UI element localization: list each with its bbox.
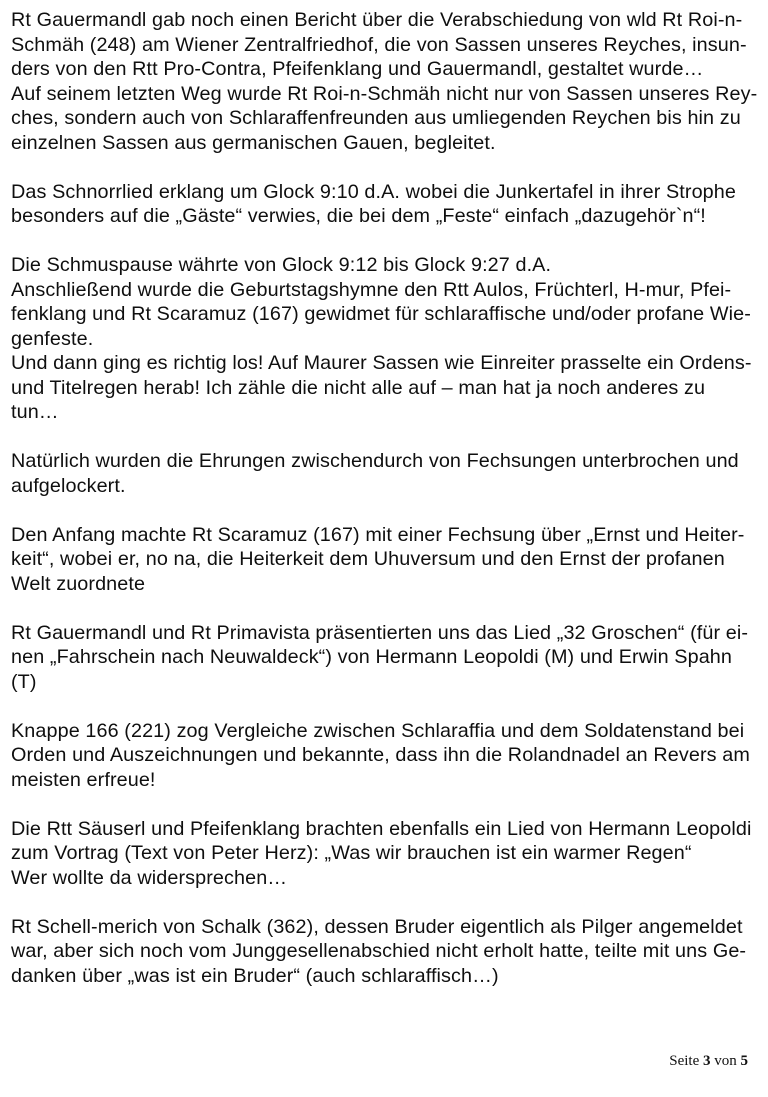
document-body [11, 8, 757, 988]
text-line: Rt Gauermandl gab noch einen Bericht über die Verabschiedung von wld Rt Roi-n- [11, 9, 743, 31]
paragraph-schell-merich [11, 915, 757, 989]
page-number-footer [669, 1052, 748, 1070]
text-line: Und dann ging es richtig los! Auf Maurer Sassen wie Einreiter prasselte ein Ordens- [11, 352, 752, 374]
text-line: fenklang und Rt Scaramuz (167) gewidmet für schlaraffische und/oder profane Wie- [11, 303, 751, 325]
text-line: Knappe 166 (221) zog Vergleiche zwischen Schlaraffia und dem Soldatenstand bei [11, 719, 745, 742]
text-line: besonders auf die „Gäste“ verwies, die bei dem „Feste“ einfach „dazugehör`n“! [11, 205, 706, 227]
footer-page-number: 3 [703, 1053, 711, 1069]
footer-label-page: Seite [669, 1053, 700, 1069]
text-line: Rt Schell-merich von Schalk (362), dessen Bruder eigentlich als Pilger angemeldet [11, 915, 743, 938]
text-line: Wer wollte da widersprechen… [11, 866, 288, 889]
text-line: war, aber sich noch vom Junggesellenabschied nicht erholt hatte, teilte mit uns Ge- [11, 940, 747, 962]
text-line: genfeste. [11, 327, 94, 350]
text-line: Schmäh (248) am Wiener Zentralfriedhof, die von Sassen unseres Reyches, insun- [11, 33, 747, 56]
text-line: Die Schmuspause währte von Glock 9:12 bis Glock 9:27 d.A. [11, 254, 552, 276]
text-line: Orden und Auszeichnungen und bekannte, dass ihn die Rolandnadel an Revers am [11, 744, 750, 766]
text-line: und Titelregen herab! Ich zähle die nicht alle auf – man hat ja noch anderes zu [11, 376, 706, 399]
paragraph-ehrungen [11, 449, 757, 498]
text-line: aufgelockert. [11, 474, 126, 497]
text-line: nen „Fahrschein nach Neuwaldeck“) von Hermann Leopoldi (M) und Erwin Spahn [11, 646, 732, 668]
text-line: Auf seinem letzten Weg wurde Rt Roi-n-Schmäh nicht nur von Sassen unseres Rey- [11, 82, 758, 105]
paragraph-fechsung-scaramuz [11, 523, 757, 597]
paragraph-lied-warmer-regen [11, 817, 757, 891]
paragraph-funeral-report [11, 8, 757, 155]
text-line: ders von den Rtt Pro-Contra, Pfeifenklang und Gauermandl, gestaltet wurde… [11, 58, 704, 80]
text-line: danken über „was ist ein Bruder“ (auch schlaraffisch…) [11, 964, 499, 987]
paragraph-schnorrlied [11, 180, 757, 229]
text-line: einzelnen Sassen aus germanischen Gauen, begleitet. [11, 131, 496, 154]
text-line: Welt zuordnete [11, 572, 146, 595]
text-line: keit“, wobei er, no na, die Heiterkeit dem Uhuversum und den Ernst der profanen [11, 548, 725, 570]
text-line: Anschließend wurde die Geburtstagshymne den Rtt Aulos, Früchterl, H-mur, Pfei- [11, 278, 732, 301]
text-line: Die Rtt Säuserl und Pfeifenklang brachten ebenfalls ein Lied von Hermann Leopoldi [11, 817, 752, 840]
text-line: zum Vortrag (Text von Peter Herz): „Was wir brauchen ist ein warmer Regen“ [11, 842, 692, 864]
text-line: Natürlich wurden die Ehrungen zwischendurch von Fechsungen unterbrochen und [11, 450, 739, 472]
text-line: Den Anfang machte Rt Scaramuz (167) mit einer Fechsung über „Ernst und Heiter- [11, 523, 745, 546]
paragraph-knappe-166 [11, 719, 757, 793]
text-line: meisten erfreue! [11, 768, 156, 791]
footer-total-pages: 5 [740, 1053, 748, 1069]
text-line: tun… [11, 401, 59, 423]
text-line: Das Schnorrlied erklang um Glock 9:10 d.A. wobei die Junkertafel in ihrer Strophe [11, 180, 736, 203]
paragraph-schmuspause [11, 253, 757, 425]
text-line: Rt Gauermandl und Rt Primavista präsentierten uns das Lied „32 Groschen“ (für ei- [11, 621, 749, 644]
footer-label-of: von [714, 1053, 737, 1069]
paragraph-lied-32-groschen [11, 621, 757, 695]
text-line: ches, sondern auch von Schlaraffenfreunden aus umliegenden Reychen bis hin zu [11, 107, 741, 129]
text-line: (T) [11, 670, 37, 693]
